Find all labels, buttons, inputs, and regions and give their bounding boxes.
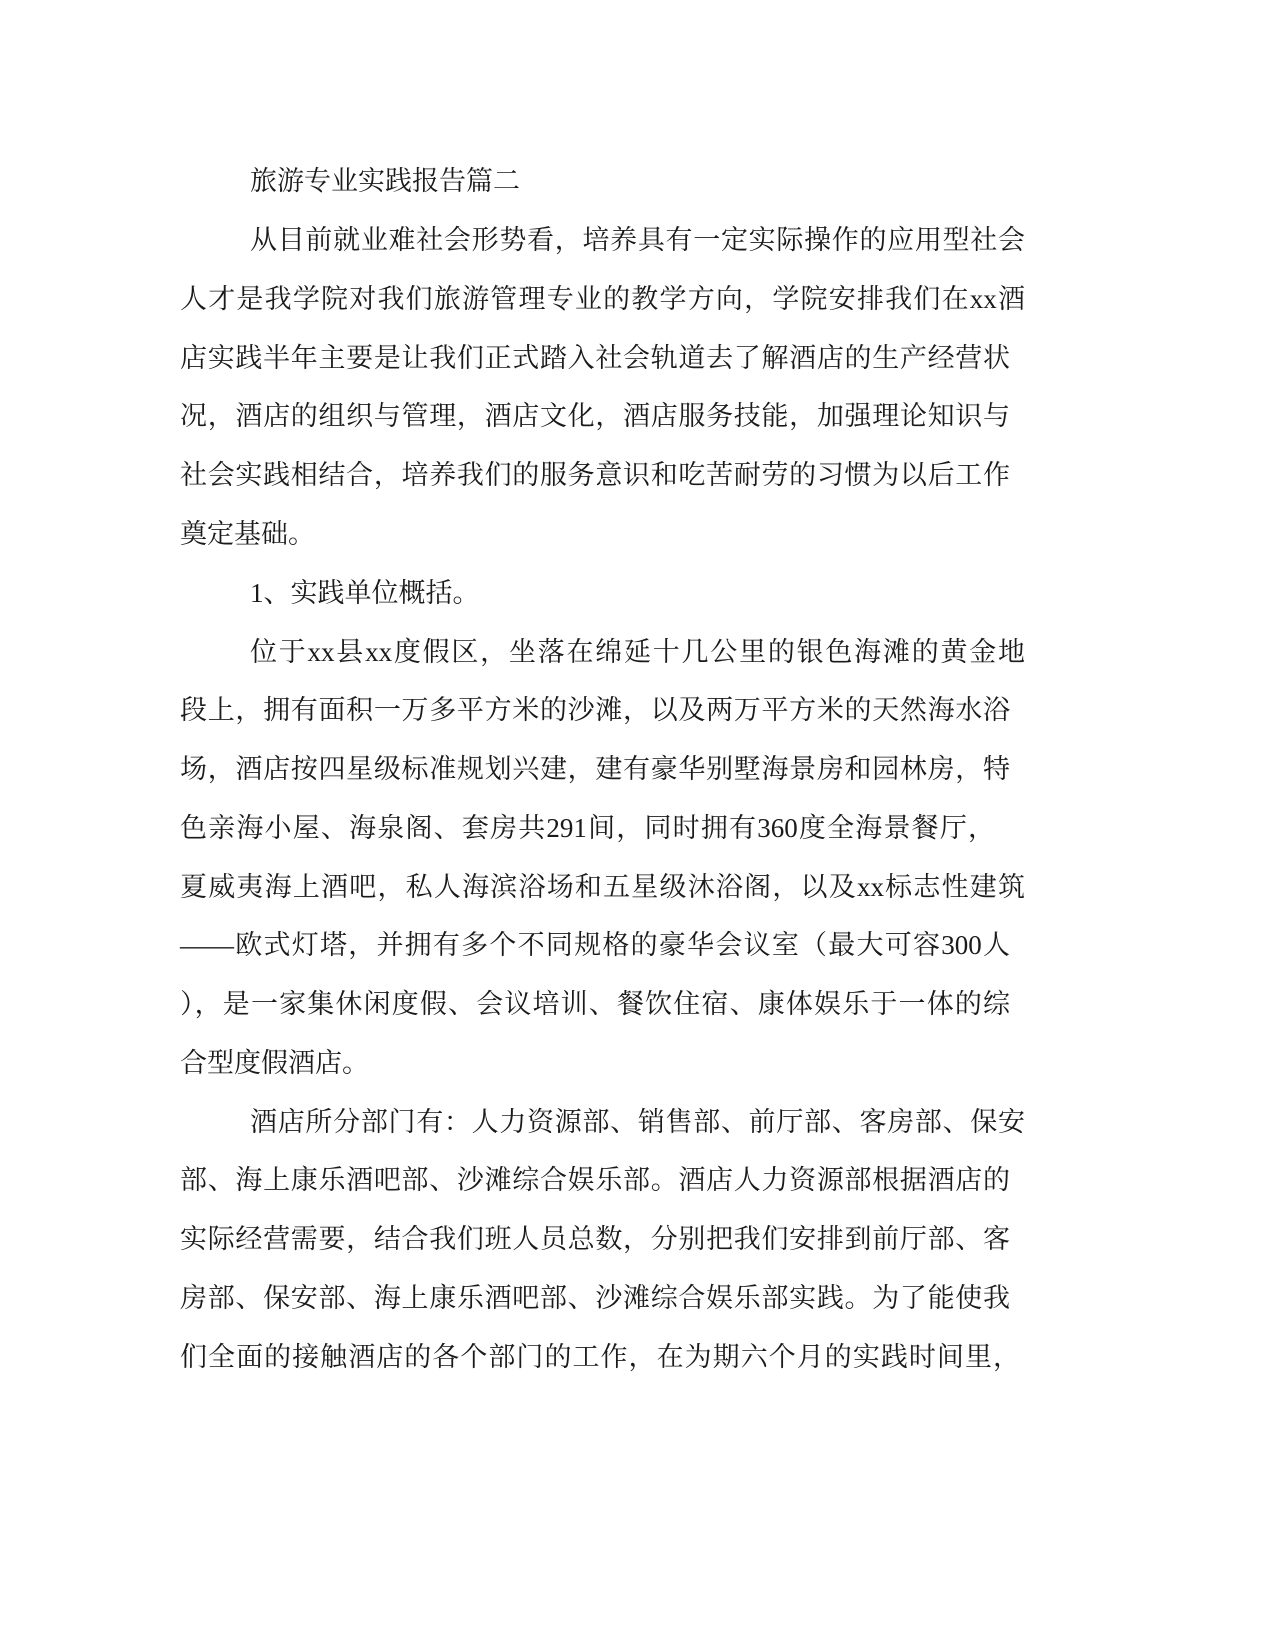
paragraph-line: ），是一家集休闲度假、会议培训、餐饮住宿、康体娱乐于一体的综 xyxy=(180,989,1010,1019)
paragraph-line: 场，酒店按四星级标准规划兴建，建有豪华别墅海景房和园林房，特 xyxy=(180,754,1010,784)
paragraph-line: 部、海上康乐酒吧部、沙滩综合娱乐部。酒店人力资源部根据酒店的 xyxy=(180,1165,1010,1195)
paragraph-line: 酒店所分部门有：人力资源部、销售部、前厅部、客房部、保安 xyxy=(250,1107,1025,1137)
paragraph-line: 色亲海小屋、海泉阁、套房共291间，同时拥有360度全海景餐厅， xyxy=(180,813,995,843)
paragraph-line: 位于xx县xx度假区，坐落在绵延十几公里的银色海滩的黄金地 xyxy=(250,637,1025,667)
document-title: 旅游专业实践报告篇二 xyxy=(250,166,520,196)
section-heading: 1、实践单位概括。 xyxy=(250,578,480,608)
paragraph-line: 合型度假酒店。 xyxy=(180,1048,369,1078)
paragraph-line: 店实践半年主要是让我们正式踏入社会轨道去了解酒店的生产经营状 xyxy=(180,343,1010,373)
paragraph-line: 段上，拥有面积一万多平方米的沙滩，以及两万平方米的天然海水浴 xyxy=(180,695,1010,725)
paragraph-line: 夏威夷海上酒吧，私人海滨浴场和五星级沐浴阁，以及xx标志性建筑 xyxy=(180,872,1025,902)
paragraph-line: 们全面的接触酒店的各个部门的工作，在为期六个月的实践时间里， xyxy=(180,1342,1020,1372)
paragraph-line: 奠定基础。 xyxy=(180,519,315,549)
paragraph-line: 况，酒店的组织与管理，酒店文化，酒店服务技能，加强理论知识与 xyxy=(180,401,1010,431)
paragraph-line: 人才是我学院对我们旅游管理专业的教学方向，学院安排我们在xx酒 xyxy=(180,284,1025,314)
paragraph-line: ——欧式灯塔，并拥有多个不同规格的豪华会议室（最大可容300人 xyxy=(180,930,1010,960)
paragraph-line: 房部、保安部、海上康乐酒吧部、沙滩综合娱乐部实践。为了能使我 xyxy=(180,1283,1010,1313)
paragraph-line: 从目前就业难社会形势看，培养具有一定实际操作的应用型社会 xyxy=(250,225,1025,255)
paragraph-line: 实际经营需要，结合我们班人员总数，分别把我们安排到前厅部、客 xyxy=(180,1224,1010,1254)
paragraph-line: 社会实践相结合，培养我们的服务意识和吃苦耐劳的习惯为以后工作 xyxy=(180,460,1010,490)
